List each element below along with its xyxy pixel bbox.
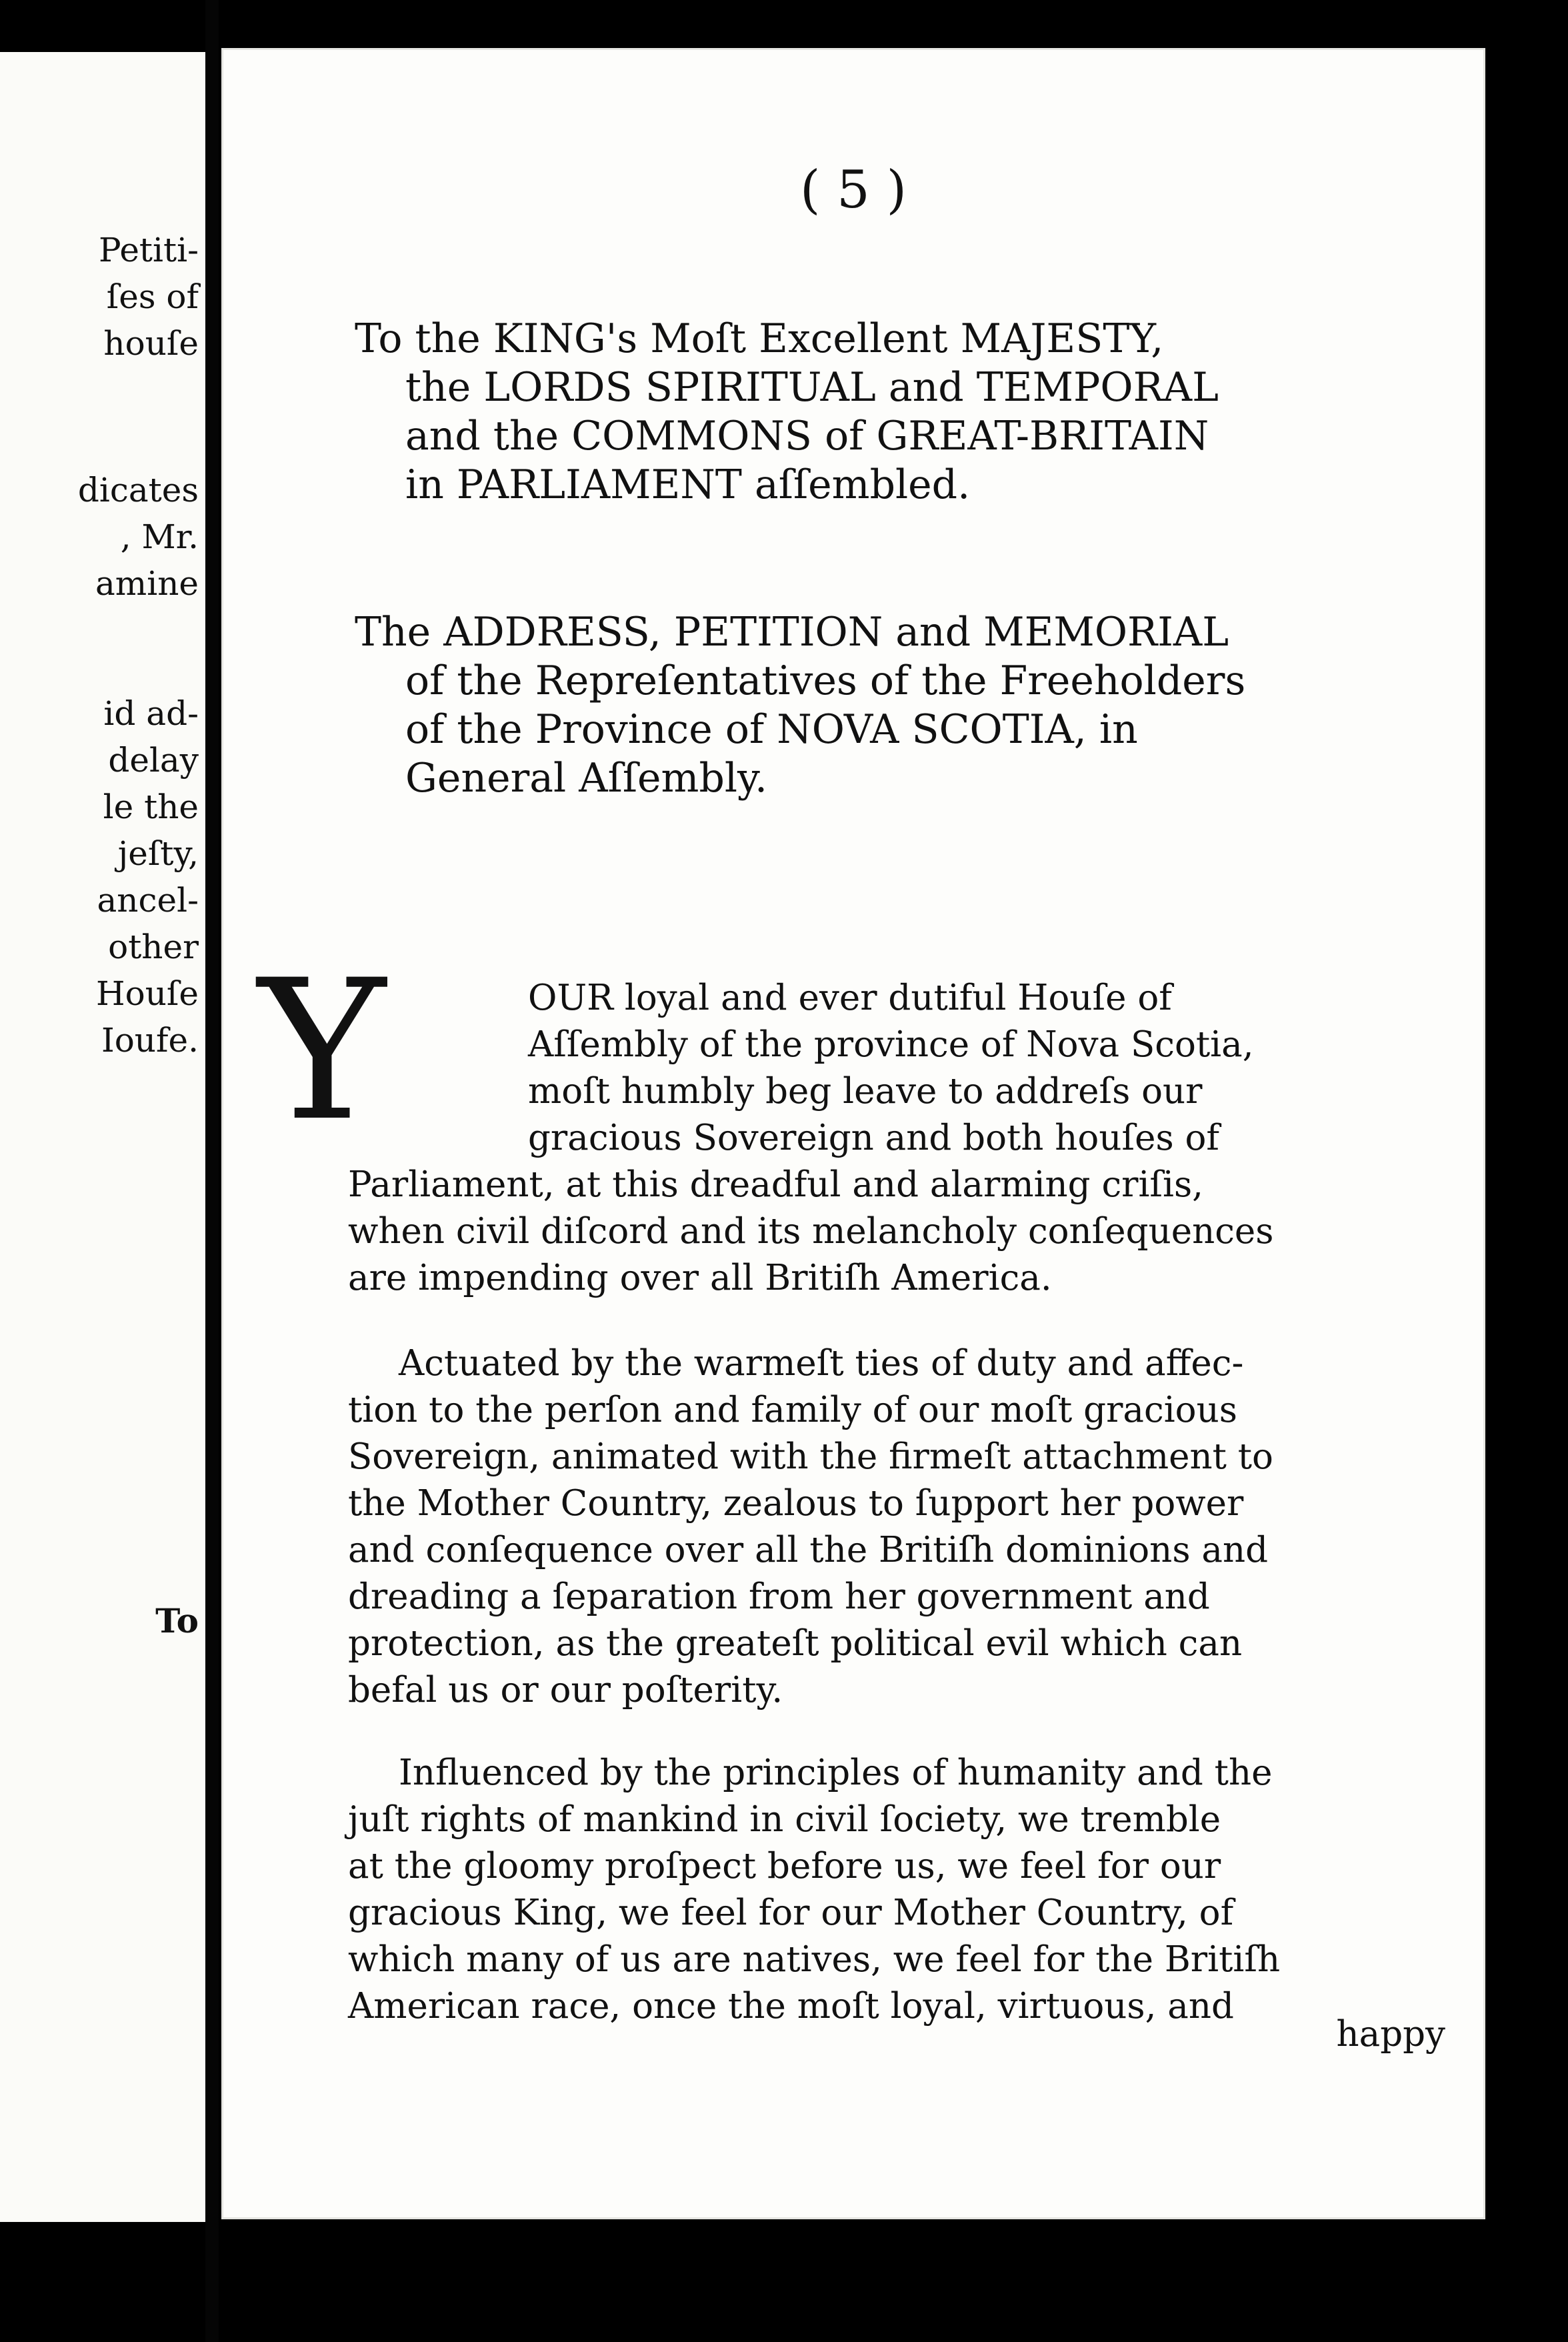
text-line: American race, once the moſt loyal, virtuous, and [348, 1986, 1234, 2027]
text-line: Influenced by the principles of humanity and the [399, 1752, 1273, 1793]
heading-line: and the COMMONS of GREAT-BRITAIN [405, 413, 1209, 459]
right-page [221, 48, 1485, 2219]
text-line: befal us or our poſterity. [348, 1670, 783, 1710]
left-fragment: Ioufe. [101, 1021, 199, 1060]
text-line: Actuated by the warmeſt ties of duty and affec- [399, 1343, 1244, 1384]
left-fragment: other [108, 928, 199, 966]
left-fragment: ſes of [106, 277, 199, 316]
heading-line: of the Province of NOVA SCOTIA, in [405, 706, 1138, 753]
text-line: gracious Sovereign and both houſes of [528, 1118, 1220, 1158]
text-line: the Mother Country, zealous to ſupport her power [348, 1483, 1244, 1524]
petition-heading [355, 608, 1448, 803]
paragraph-3 [348, 1750, 1441, 2030]
left-fragment: Houſe [95, 974, 199, 1013]
left-fragment: Petiti- [98, 231, 199, 269]
paragraph-1 [348, 975, 1441, 1302]
text-line: when civil diſcord and its melancholy conſequences [348, 1211, 1274, 1252]
text-line: are impending over all Britiſh America. [348, 1258, 1052, 1298]
heading-line: The ADDRESS, PETITION and MEMORIAL [355, 609, 1229, 656]
text-line: protection, as the greateſt political evil which can [348, 1623, 1243, 1664]
book-gutter [205, 0, 219, 2342]
page-number: ( 5 ) [799, 160, 907, 220]
text-line: dreading a ſeparation from her government and [348, 1576, 1210, 1617]
left-catchword: To [155, 1601, 199, 1640]
text-line: juſt rights of mankind in civil ſociety, we tremble [348, 1799, 1221, 1840]
paragraph-2 [348, 1340, 1441, 1714]
text-line: and conſequence over all the Britiſh dominions and [348, 1530, 1269, 1570]
text-line: Sovereign, animated with the firmeſt attachment to [348, 1436, 1273, 1477]
heading-line: the LORDS SPIRITUAL and TEMPORAL [405, 364, 1219, 411]
left-fragment: id ad- [103, 694, 199, 733]
left-fragment: ancel- [97, 881, 199, 920]
text-line: gracious King, we feel for our Mother Country, of [348, 1893, 1234, 1933]
text-line: moſt humbly beg leave to addreſs our [528, 1071, 1203, 1112]
left-page [0, 52, 205, 2222]
heading-line: General Aſſembly. [405, 755, 768, 802]
left-fragment: le the [103, 788, 199, 826]
heading-line: in PARLIAMENT aſſembled. [405, 461, 971, 508]
left-fragment: delay [108, 741, 199, 780]
text-line: OUR loyal and ever dutiful Houſe of [528, 978, 1172, 1018]
heading-line: To the KING's Moſt Excellent MAJESTY, [355, 315, 1164, 362]
text-line: which many of us are natives, we feel for the Britiſh [348, 1939, 1281, 1980]
text-line: at the gloomy proſpect before us, we feel for our [348, 1846, 1221, 1887]
text-line: tion to the perſon and family of our moſt gracious [348, 1390, 1237, 1430]
address-heading [355, 315, 1448, 509]
left-fragment: dicates [77, 471, 199, 509]
text-line: Parliament, at this dreadful and alarming criſis, [348, 1164, 1204, 1205]
text-line: Aſſembly of the province of Nova Scotia, [528, 1024, 1254, 1065]
drop-cap: Y [258, 939, 386, 1164]
left-fragment: , Mr. [120, 517, 199, 556]
left-fragment: houſe [103, 324, 199, 363]
heading-line: of the Repreſentatives of the Freeholders [405, 658, 1246, 704]
left-fragment: amine [95, 564, 199, 603]
left-fragment: jeſty, [117, 834, 199, 873]
catchword: happy [1336, 2014, 1445, 2055]
